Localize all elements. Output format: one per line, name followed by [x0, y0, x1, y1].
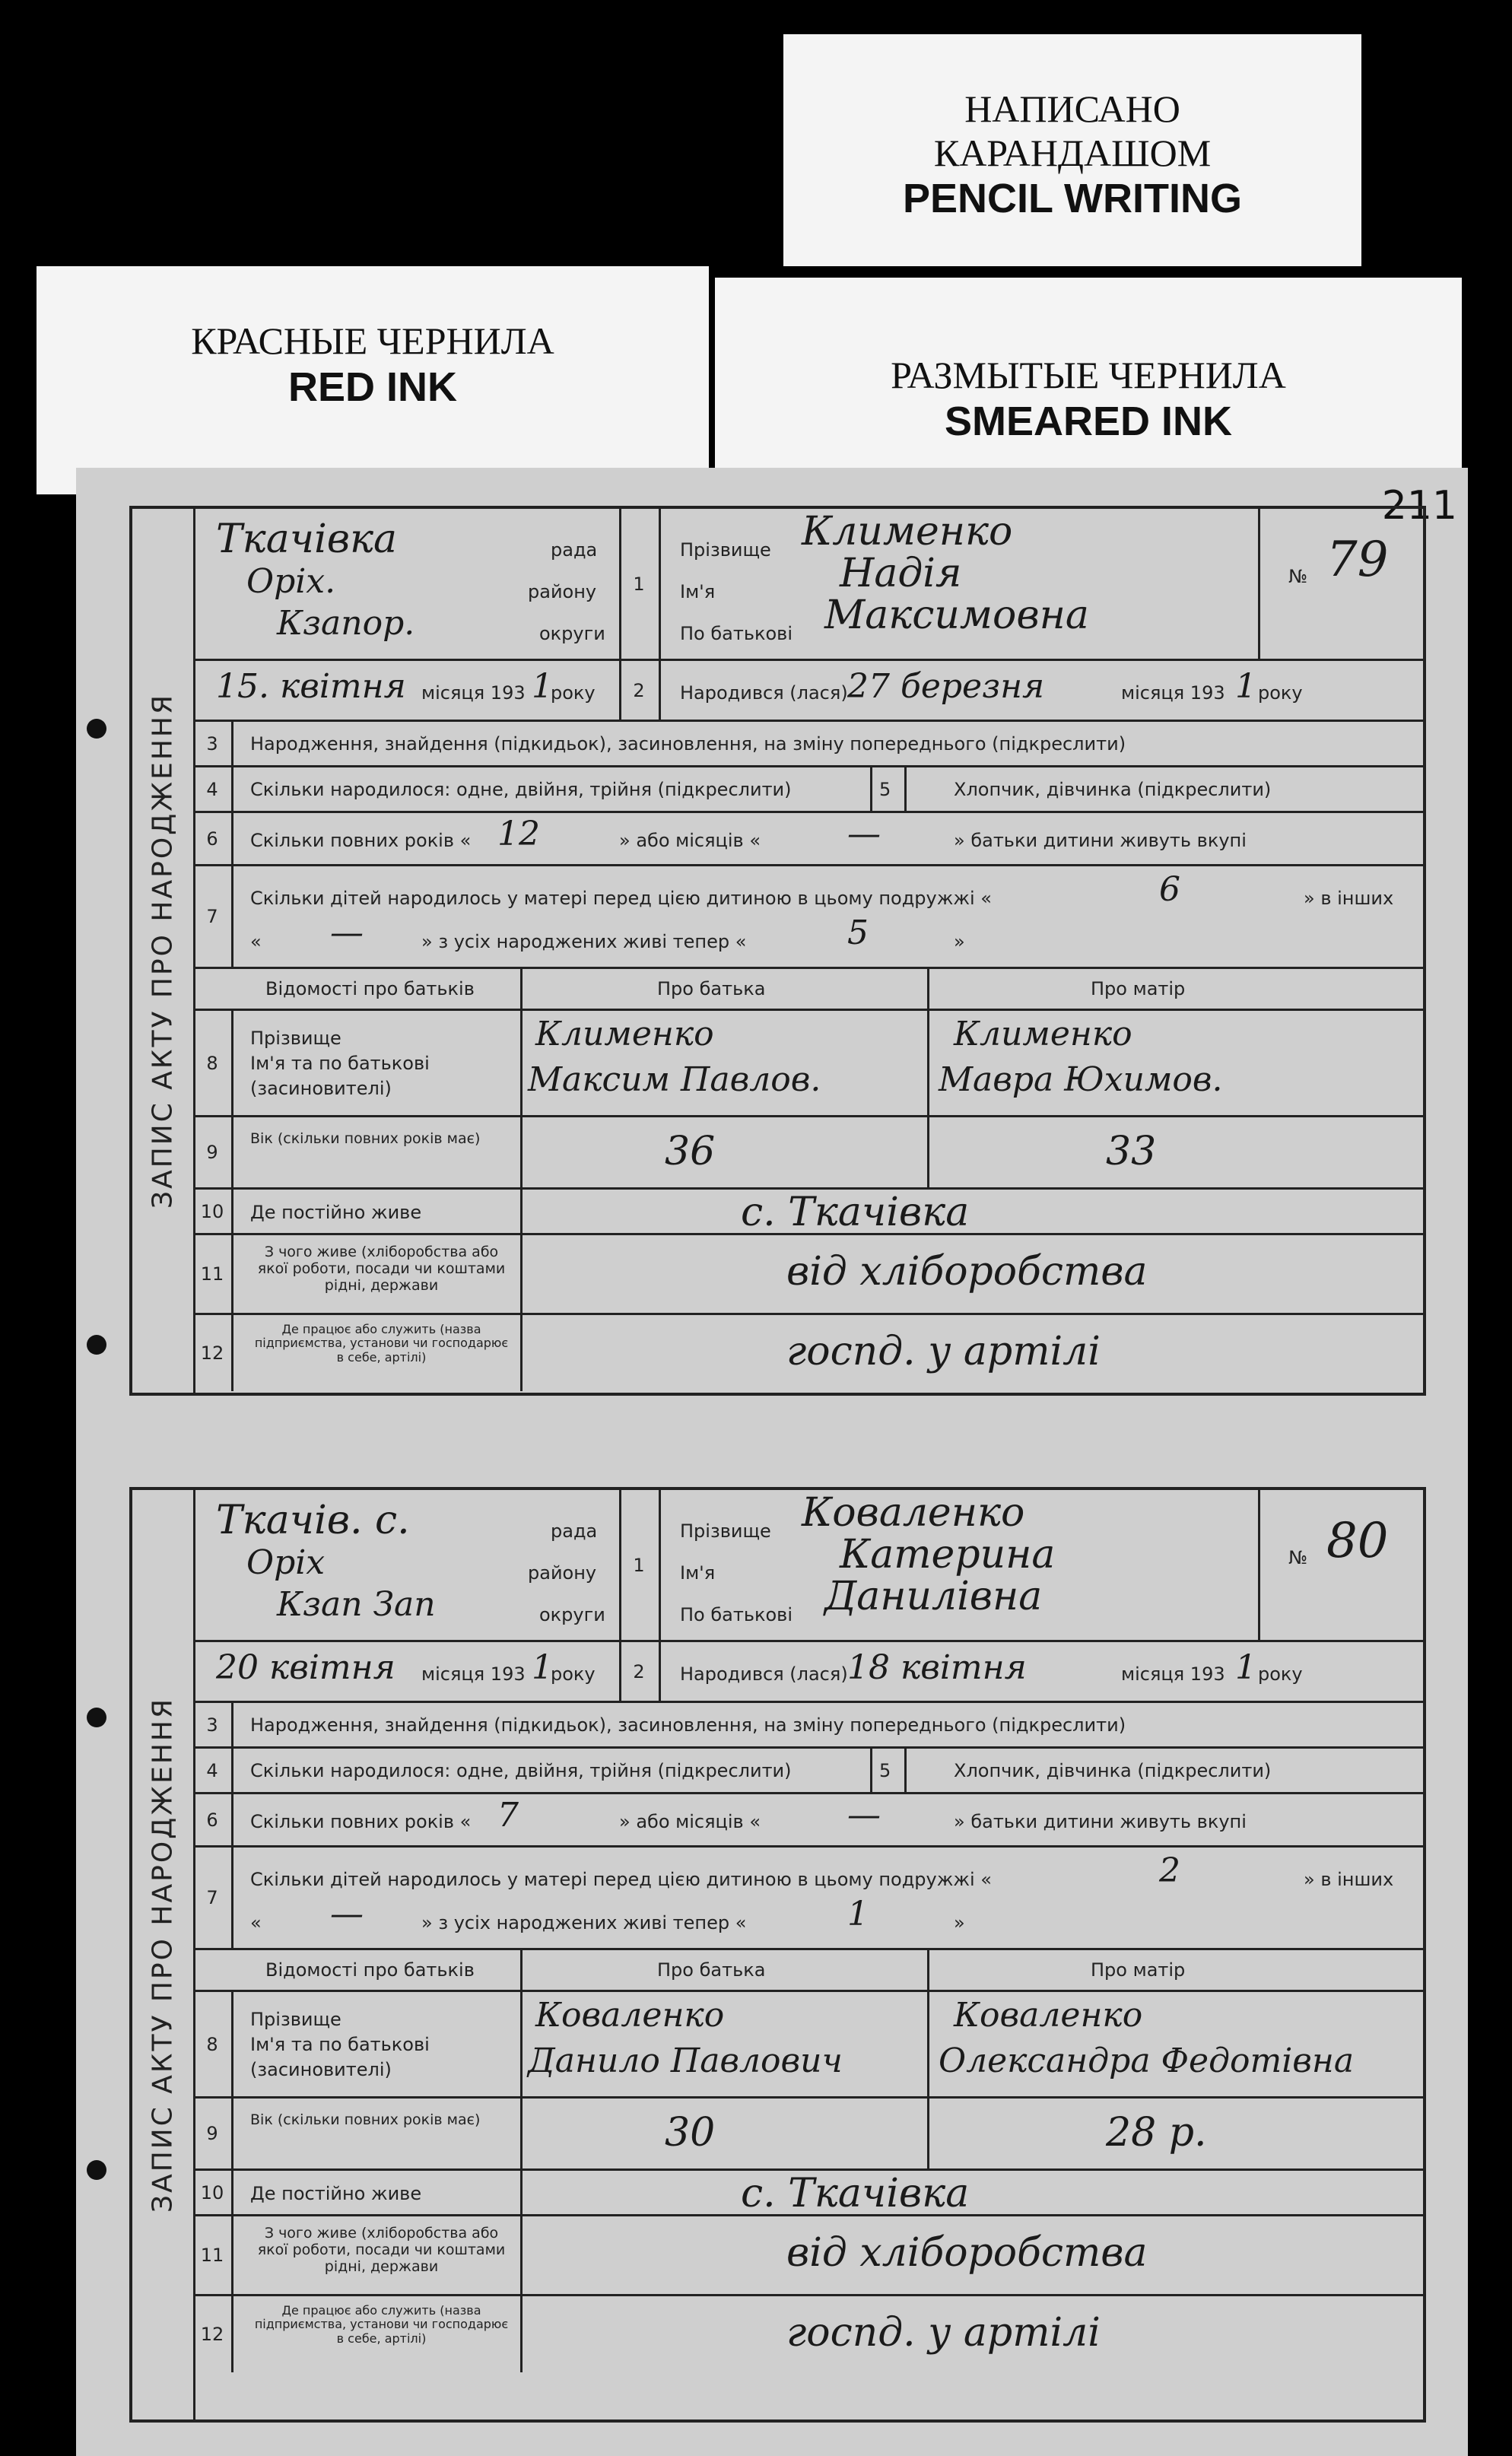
header-block [193, 509, 1423, 661]
row-9 [193, 1117, 1423, 1190]
child-surname: Коваленко [802, 1490, 1025, 1536]
child-name-label: Ім'я [680, 1562, 716, 1584]
birth-date: 18 квітня [847, 1648, 1027, 1687]
parents-info-header: Відомості про батьків [265, 978, 475, 999]
reg-year-label: року [551, 682, 596, 704]
row-3 [193, 722, 1423, 767]
parents-header [193, 969, 1423, 1011]
place-label-2: району [528, 1562, 597, 1584]
child-patronymic-label: По батькові [680, 1604, 793, 1625]
father-header: Про батька [657, 978, 766, 999]
birth-record-80 [129, 1487, 1426, 2423]
years-together-label: Скільки повних років « [250, 830, 472, 851]
livelihood: від хліборобства [786, 1249, 1148, 1295]
child-surname: Клименко [802, 509, 1013, 554]
births-count-text: Скільки народилося: одне, двійня, трійня (підкреслити) [250, 779, 792, 800]
smeared-en: SMEARED INK [944, 398, 1233, 444]
child-patronymic: Максимовна [824, 593, 1089, 638]
workplace-label: Де працює або служить (назва підприємства, установи чи господарює в себе, артілі) [254, 1322, 509, 1365]
child-patronymic: Данилівна [824, 1574, 1043, 1619]
place-region: Кзапор. [277, 604, 415, 643]
record-number: 79 [1326, 532, 1389, 588]
workplace: госпд. у артілі [786, 1329, 1101, 1374]
punch-hole [87, 719, 106, 739]
pencil-writing-label [783, 34, 1361, 266]
record-side-title [132, 1490, 195, 2419]
pencil-en: PENCIL WRITING [902, 176, 1242, 221]
livelihood: від хліборобства [786, 2230, 1148, 2276]
registration-date: 15. квітня [216, 667, 406, 706]
row-number: 9 [193, 2099, 233, 2168]
reg-year: 1 [532, 667, 553, 706]
quote-close: » [954, 1912, 965, 1933]
row-number: 3 [193, 722, 233, 765]
residence: с. Ткачівка [741, 2171, 970, 2216]
row-number: 8 [193, 1992, 233, 2096]
place-village: Ткачів. с. [216, 1498, 410, 1543]
name-label: Ім'я та по батькові [250, 1053, 430, 1074]
children-other-marriages: — [330, 913, 364, 952]
row-number: 2 [633, 679, 645, 701]
row-number: 4 [193, 1749, 233, 1792]
mother-age: 28 р. [1106, 2110, 1207, 2156]
row-number: 8 [193, 1011, 233, 1115]
row-4-5 [193, 1749, 1423, 1794]
row-number: 6 [193, 813, 233, 864]
years-together: 12 [497, 815, 540, 853]
livelihood-label: З чого живе (хліборобства або якої роботи, посади чи коштами рідні, держави [257, 1244, 506, 1294]
record-number: 80 [1326, 1513, 1389, 1569]
row-7 [193, 866, 1423, 969]
row-number: 9 [193, 1117, 233, 1187]
quote-open: « [250, 931, 262, 952]
row-number: 11 [193, 1235, 233, 1313]
place-label-1: рада [551, 539, 598, 561]
months-together: — [847, 815, 881, 853]
pencil-ru-line1: НАПИСАНО [964, 87, 1180, 130]
row-4-5 [193, 767, 1423, 813]
age-label: Вік (скільки повних років має) [250, 1130, 481, 1147]
place-district: Оріх [246, 1543, 326, 1582]
mother-header: Про матір [1091, 1959, 1186, 1981]
place-district: Оріх. [246, 562, 336, 601]
years-together: 7 [497, 1796, 519, 1835]
adopters-label: (засиновителі) [250, 2059, 392, 2080]
other-marriages-label: » в інших [1304, 1869, 1394, 1890]
row-10 [193, 2171, 1423, 2216]
row-number: 5 [879, 779, 891, 800]
row-number: 6 [193, 1794, 233, 1845]
together-label: » батьки дитини живуть вкупі [954, 1811, 1247, 1832]
quote-open: « [250, 1912, 262, 1933]
row-12 [193, 2296, 1423, 2372]
mother-age: 33 [1106, 1129, 1157, 1174]
child-name: Надія [840, 551, 962, 596]
children-alive: 5 [847, 913, 869, 952]
birth-month-label: місяця 193 [1121, 1663, 1225, 1685]
record-number-label: № [1288, 1547, 1307, 1568]
months-label: » або місяців « [619, 1811, 761, 1832]
child-surname-label: Прізвище [680, 539, 771, 561]
row-number: 7 [193, 866, 233, 967]
row-number: 1 [633, 1554, 645, 1576]
father-name: Максим Павлов. [528, 1060, 821, 1099]
workplace: госпд. у артілі [786, 2310, 1101, 2356]
row-7 [193, 1848, 1423, 1950]
reg-year: 1 [532, 1648, 553, 1687]
name-label: Ім'я та по батькові [250, 2034, 430, 2055]
row-number: 3 [193, 1703, 233, 1746]
age-label: Вік (скільки повних років має) [250, 2111, 481, 2128]
record-number-label: № [1288, 566, 1307, 587]
birth-type-text: Народження, знайдення (підкидьок), засиновлення, на зміну попереднього (підкреслити) [250, 1714, 1126, 1736]
row-6 [193, 1794, 1423, 1848]
birth-year-label: року [1258, 682, 1303, 704]
children-this-marriage: 6 [1159, 870, 1180, 909]
date-row [193, 1642, 1423, 1703]
row-number: 12 [193, 2296, 233, 2372]
father-age: 30 [665, 2110, 716, 2156]
birth-label: Народився (лася) [680, 1663, 848, 1685]
pencil-ru-line2: КАРАНДАШОМ [933, 131, 1212, 174]
birth-year-label: року [1258, 1663, 1303, 1685]
reg-month-label: місяця 193 [421, 682, 526, 704]
birth-year: 1 [1235, 667, 1256, 706]
surname-label: Прізвище [250, 2009, 341, 2030]
red-en: RED INK [287, 364, 457, 410]
record-side-title [132, 509, 195, 1393]
row-number: 2 [633, 1660, 645, 1682]
children-before-label: Скільки дітей народилось у матері перед цією дитиною в цьому подружжі « [250, 888, 992, 909]
header-block [193, 1490, 1423, 1642]
child-name-label: Ім'я [680, 581, 716, 602]
register-sheet [76, 468, 1468, 2456]
alive-label: » з усіх народжених живі тепер « [421, 1912, 747, 1933]
row-10 [193, 1190, 1423, 1235]
residence: с. Ткачівка [741, 1190, 970, 1235]
parents-header [193, 1950, 1423, 1992]
years-together-label: Скільки повних років « [250, 1811, 472, 1832]
smeared-ru: РАЗМЫТЫЕ ЧЕРНИЛА [891, 354, 1286, 396]
father-surname: Коваленко [535, 1996, 725, 2035]
mother-name: Маврa Юхимов. [939, 1060, 1223, 1099]
page-number: 211 [1381, 483, 1457, 529]
child-surname-label: Прізвище [680, 1520, 771, 1542]
birth-type-text: Народження, знайдення (підкидьок), засиновлення, на зміну попереднього (підкреслити) [250, 733, 1126, 755]
row-9 [193, 2099, 1423, 2171]
reg-year-label: року [551, 1663, 596, 1685]
children-before-label: Скільки дітей народилось у матері перед цією дитиною в цьому подружжі « [250, 1869, 992, 1890]
punch-hole [87, 1335, 106, 1355]
place-region: Кзап Зап [277, 1585, 436, 1624]
months-label: » або місяців « [619, 830, 761, 851]
red-ru: КРАСНЫЕ ЧЕРНИЛА [191, 319, 554, 362]
quote-close: » [954, 931, 965, 952]
child-name: Катерина [840, 1532, 1056, 1577]
other-marriages-label: » в інших [1304, 888, 1394, 909]
births-count-text: Скільки народилося: одне, двійня, трійня (підкреслити) [250, 1760, 792, 1781]
row-number: 1 [633, 573, 645, 595]
father-name: Данило Павлович [528, 2041, 843, 2080]
livelihood-label: З чого живе (хліборобства або якої роботи, посади чи коштами рідні, держави [257, 2225, 506, 2275]
months-together: — [847, 1796, 881, 1835]
birth-date: 27 березня [847, 667, 1045, 706]
row-6 [193, 813, 1423, 866]
smeared-ink-label [715, 278, 1462, 494]
side-title-text: ЗАПИС АКТУ ПРО НАРОДЖЕННЯ [147, 1697, 179, 2213]
parents-info-header: Відомості про батьків [265, 1959, 475, 1981]
date-row [193, 661, 1423, 722]
mother-header: Про матір [1091, 978, 1186, 999]
child-patronymic-label: По батькові [680, 623, 793, 644]
sex-text: Хлопчик, дівчинка (підкреслити) [954, 779, 1272, 800]
row-number: 5 [879, 1760, 891, 1781]
place-label-1: рада [551, 1520, 598, 1542]
reg-month-label: місяця 193 [421, 1663, 526, 1685]
father-age: 36 [665, 1129, 716, 1174]
adopters-label: (засиновителі) [250, 1078, 392, 1099]
father-surname: Клименко [535, 1015, 714, 1053]
row-number: 7 [193, 1848, 233, 1948]
children-alive: 1 [847, 1895, 869, 1933]
place-label-3: округи [539, 623, 605, 644]
birth-label: Народився (лася) [680, 682, 848, 704]
red-ink-label [37, 266, 709, 494]
mother-surname: Коваленко [954, 1996, 1143, 2035]
surname-label: Прізвище [250, 1028, 341, 1049]
place-label-2: району [528, 581, 597, 602]
row-number: 10 [193, 1190, 233, 1233]
workplace-label: Де працює або служить (назва підприємства, установи чи господарює в себе, артілі) [254, 2303, 509, 2346]
row-8 [193, 1011, 1423, 1117]
row-12 [193, 1315, 1423, 1391]
children-other-marriages: — [330, 1895, 364, 1933]
side-title-text: ЗАПИС АКТУ ПРО НАРОДЖЕННЯ [147, 693, 179, 1209]
father-header: Про батька [657, 1959, 766, 1981]
row-number: 12 [193, 1315, 233, 1391]
birth-month-label: місяця 193 [1121, 682, 1225, 704]
place-village: Ткачівка [216, 516, 398, 562]
place-label-3: округи [539, 1604, 605, 1625]
mother-name: Олександра Федотівна [939, 2041, 1355, 2080]
birth-record-79 [129, 506, 1426, 1396]
row-11 [193, 1235, 1423, 1315]
row-number: 4 [193, 767, 233, 811]
children-this-marriage: 2 [1159, 1851, 1180, 1890]
mother-surname: Клименко [954, 1015, 1132, 1053]
punch-hole [87, 2160, 106, 2180]
together-label: » батьки дитини живуть вкупі [954, 830, 1247, 851]
alive-label: » з усіх народжених живі тепер « [421, 931, 747, 952]
sex-text: Хлопчик, дівчинка (підкреслити) [954, 1760, 1272, 1781]
birth-year: 1 [1235, 1648, 1256, 1687]
punch-hole [87, 1708, 106, 1727]
residence-label: Де постійно живе [250, 2183, 422, 2204]
residence-label: Де постійно живе [250, 1202, 422, 1223]
registration-date: 20 квітня [216, 1648, 395, 1687]
row-number: 10 [193, 2171, 233, 2214]
row-8 [193, 1992, 1423, 2099]
row-11 [193, 2216, 1423, 2296]
row-3 [193, 1703, 1423, 1749]
row-number: 11 [193, 2216, 233, 2294]
